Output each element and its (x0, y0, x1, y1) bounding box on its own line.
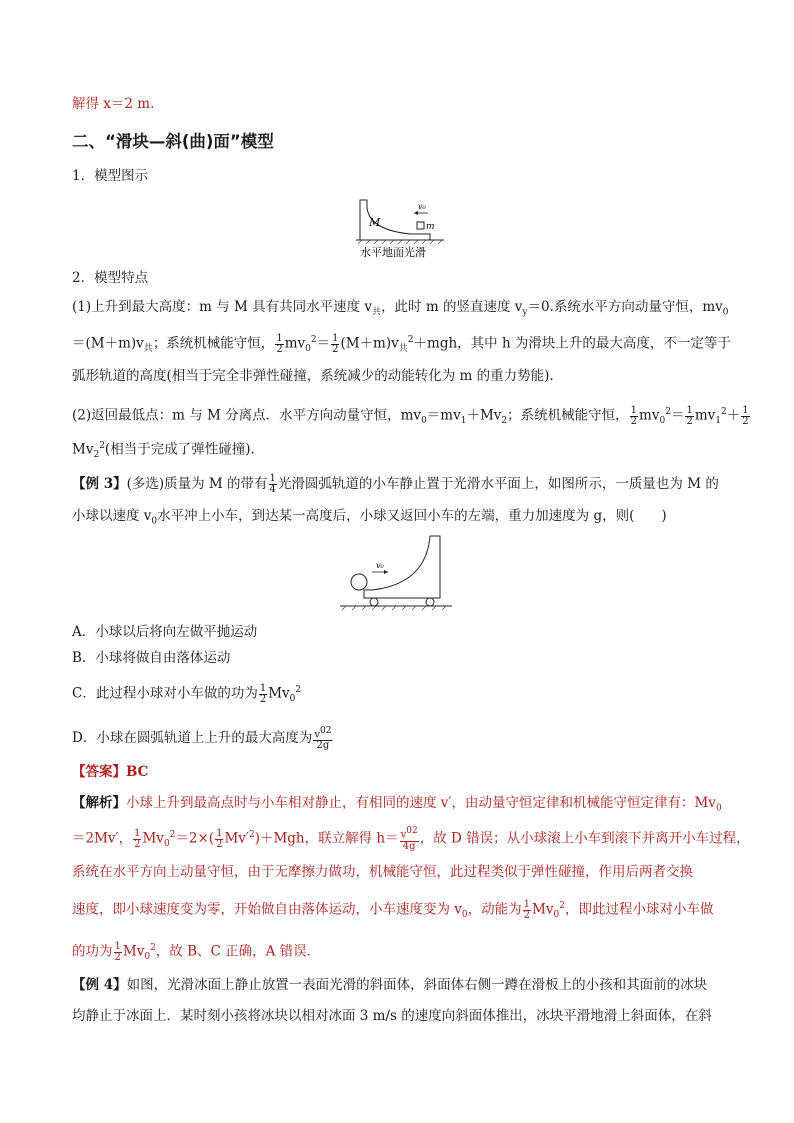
subsection-title-2: 2．模型特点 (72, 270, 149, 286)
analysis-line-1: 【解析】小球上升到最高点时与小车相对静止，有相同的速度 v′，由动量守恒定律和机械能守恒定律有：$Mv_0$ (72, 795, 722, 814)
paragraph-2-line-1: (2)返回最低点：m 与 M 分离点．水平方向动量守恒，$mv_0=mv_1+Mv_2$；系统机械能守恒， $\frac{1}{2}$ $mv_0^2=$ $\frac{1}{2}$ $mv_1^2+$ $\frac{1}{2}$ (72, 404, 749, 427)
analysis-line-2: ＝2Mv′， $\frac{1}{2}$ $Mv_0^2=2\times$( $\frac{1}{2}$ $Mv'^2)+Mgh$，联立解得 h＝ $\frac{v^{02}}{4g}$ ，故 D 错误；从小球滚上小车到滚下并离开小车过程， (72, 826, 750, 852)
example-4-line-1: 【例 4】如图，光滑冰面上静止放置一表面光滑的斜面体，斜面体右侧一蹲在滑板上的小孩和其面前的冰块 (72, 977, 708, 993)
example-4-line-2: 均静止于冰面上．某时刻小孩将冰块以相对冰面 3 m/s 的速度向斜面体推出，冰块平滑地滑上斜面体，在斜 (72, 1008, 712, 1024)
subsection-title: 1．模型图示 (72, 168, 149, 184)
cart-diagram (336, 532, 456, 612)
result-line: 解得 x＝2 m. (72, 96, 155, 112)
analysis-line-4: 速度，即小球速度变为零，开始做自由落体运动，小车速度变为 $v_0$，动能为 $\frac{1}{2}$ $Mv_0^2$，即此过程小球对小车做 (72, 898, 714, 921)
arrow-head (414, 211, 418, 215)
figure-caption: 水平地面光滑 (360, 246, 426, 258)
label-v0-2: v₀ (376, 561, 384, 570)
model-diagram (350, 194, 450, 258)
option-d: D．小球在圆弧轨道上上升的最大高度为 $\frac{v^{02}}{2g}$ (72, 726, 332, 752)
paragraph-1-line-3: 弧形轨道的高度(相当于完全非弹性碰撞，系统减少的动能转化为 m 的重力势能). (72, 368, 554, 384)
label-M: M (369, 216, 381, 229)
ground-hatch-2 (342, 606, 446, 610)
slider-block (417, 222, 424, 229)
answer: 【答案】BC (72, 764, 149, 780)
paragraph-2-line-2: $Mv_2^2$(相当于完成了弹性碰撞). (72, 441, 255, 461)
paragraph-1-line-1: (1)上升到最大高度：m 与 M 具有共同水平速度 $v_共$，此时 m 的竖直速度 $v_y=0$.系统水平方向动量守恒，$mv_0$ (72, 299, 729, 318)
label-m: m (426, 222, 435, 232)
cart-wheel-right (426, 598, 434, 606)
option-a: A．小球以后将向左做平抛运动 (72, 624, 258, 640)
example-3-line-1: 【例 3】(多选)质量为 M 的带有 $\frac{1}{4}$ 光滑圆弧轨道的小车静止置于光滑水平面上，如图所示，一质量也为 M 的 (72, 473, 719, 495)
example-3-line-2: 小球以速度 $v_0$水平冲上小车，到达某一高度后，小球又返回小车的左端，重力加速度为 g，则( ) (72, 508, 667, 527)
ball (351, 574, 367, 590)
option-c: C．此过程小球对小车做的功为 $\frac{1}{2}$ $Mv_0^2$ (72, 682, 302, 705)
analysis-line-3: 系统在水平方向上动量守恒，由于无摩擦力做功，机械能守恒，此过程类似于弹性碰撞，作用后两者交换 (72, 864, 693, 880)
paragraph-1-line-2: $=(M+m)v_共$；系统机械能守恒， $\frac{1}{2}$ $mv_0^2=$ $\frac{1}{2}$ $(M+m)v_共^2+mgh$，其中 h 为滑块上升的最大高度，不一定等于 (72, 332, 731, 355)
analysis-line-5: 的功为 $\frac{1}{2}$ $Mv_0^2$，故 B、C 正确，A 错误． (72, 940, 321, 963)
section-heading: 二、“滑块—斜(曲)面”模型 (72, 132, 274, 151)
arrow-head-2 (384, 570, 388, 574)
option-b: B．小球将做自由落体运动 (72, 650, 231, 666)
label-v0: v₀ (418, 202, 426, 211)
cart-wheel-left (370, 598, 378, 606)
ground-hatch (358, 240, 442, 244)
